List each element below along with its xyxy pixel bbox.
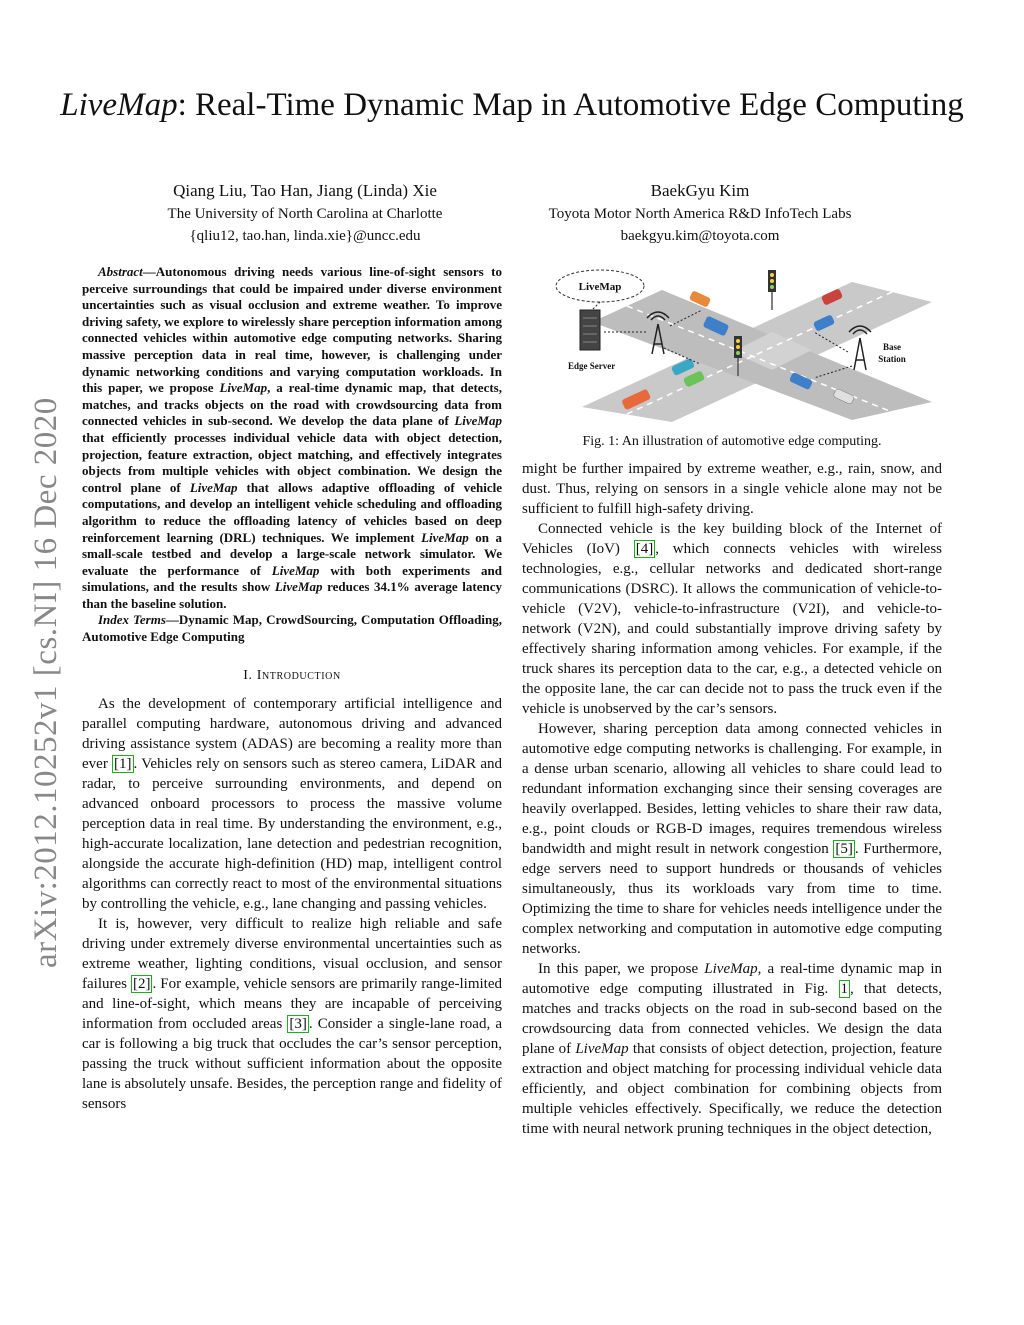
text: , that detects, matches and tracks objects on the road in sub-second based on the crowdsourcing data from connected vehicles. We design the data plane of <box>522 981 943 1057</box>
text: . Consider a single-lane road, a car is following a big truck that occludes the car’s sensor perception, passing the truck without sufficient information about the opposite lane is absolutely unsafe. Besides, the perception range and fidelity of sensors <box>82 1015 502 1112</box>
author-affiliation: Toyota Motor North America R&D InfoTech Labs <box>548 206 852 222</box>
abstract-text: that allows adaptive offloading of vehicle computations, and develop an intelligent vehicle scheduling and offloading algorithm to reduce the offloading latency of vehicles based on deep reinforcement learning (DRL) techniques. We implement <box>82 479 502 545</box>
index-terms-text: —Dynamic Map, CrowdSourcing, Computation Offloading, Automotive Edge Computing <box>82 612 502 645</box>
figure-link[interactable]: 1 <box>840 981 848 997</box>
abstract-text: that efficiently processes individual vehicle data with object detection, projection, feature extraction, object matching, and effectively integrates objects from multiple vehicles with object combination. We design the control plane of <box>82 429 502 495</box>
index-terms <box>82 612 502 645</box>
author-email: {qliu12, tao.han, linda.xie}@uncc.edu <box>189 228 421 244</box>
abstract-livemap: LiveMap <box>271 562 320 578</box>
abstract-livemap: LiveMap <box>219 380 268 396</box>
text: Connected vehicle is the key building block of the Internet of Vehicles (IoV) <box>522 521 942 557</box>
abstract-text: with both experiments and simulations, and the results show <box>82 562 502 595</box>
figure-1 <box>552 262 942 426</box>
abstract-text: , a real-time dynamic map, that detects, matches, and tracks objects on the road with crowdsourcing data from connected vehicles in sub-second. We develop the data plane of <box>82 380 502 429</box>
abstract-livemap: LiveMap <box>274 579 323 595</box>
text: . For example, vehicle sensors are primarily range-limited and line-of-sight, which means they are incapable of perceiving information from occluded areas <box>82 975 502 1032</box>
abstract-livemap: LiveMap <box>421 529 469 545</box>
text: In this paper, we propose <box>538 961 705 977</box>
paragraph <box>522 459 942 519</box>
livemap-italic: LiveMap <box>704 961 758 977</box>
paragraph <box>82 914 502 1114</box>
paragraph <box>82 694 502 914</box>
citation-link[interactable]: [2] <box>132 975 151 992</box>
caption-label: Fig. 1: <box>582 434 620 449</box>
abstract-text: reduces 34.1% average latency than the baseline solution. <box>82 579 502 611</box>
title-rest: : Real-Time Dynamic Map in Automotive Edge Computing <box>177 87 964 123</box>
right-column <box>522 459 942 1139</box>
citation-link[interactable]: [4] <box>635 541 654 557</box>
arxiv-stamp-text: arXiv:2012.10252v1 [cs.NI] 16 Dec 2020 <box>28 397 64 968</box>
abstract <box>82 264 502 612</box>
author-block-unc <box>130 179 480 247</box>
abstract-dash: — <box>142 264 156 279</box>
text: However, sharing perception data among connected vehicles in automotive edge computing networks is challenging. For example, in a dense urban scenario, allowing all vehicles to share could lead to redundant information exchanging since their sensing coverages are heavily overlapped. Besides, letting vehicles to share their raw data, e.g., point clouds or RGB-D images, requires tremendous wireless bandwidth and might result in network congestion <box>522 721 942 857</box>
figure-1-caption <box>528 434 936 450</box>
base-station-label: Base <box>883 342 901 352</box>
section-number: I. <box>243 667 253 683</box>
figure-1-illustration <box>552 262 942 426</box>
abstract-label: Abstract <box>98 264 143 279</box>
text: , which connects vehicles with wireless technologies, e.g., cellular networks and dedicated short-range communications (DSRC). It allows the communication of vehicle-to-vehicle (V2V), vehicle-to-infrastructure (V2I), and vehicle-to-network (V2N), and could substantially improve driving safety by effectively sharing information among vehicles. For example, if the truck shares its perception data to the car, e.g., a detected vehicle on the opposite lane, the car can decide not to pass the truck even if the vehicle is unobserved by the car’s sensors. <box>522 541 942 717</box>
abstract-livemap: LiveMap <box>454 413 502 429</box>
author-email: baekgyu.kim@toyota.com <box>620 228 780 244</box>
section-heading-introduction <box>82 668 502 684</box>
livemap-italic: LiveMap <box>575 1041 629 1057</box>
paragraph <box>522 959 942 1139</box>
text: , a real-time dynamic map in automotive edge computing illustrated in Fig. <box>522 961 942 997</box>
text: that consists of object detection, projection, feature extraction and object matching for processing individual vehicle data efficiently, and object combination for combining objects from multiple vehicles effectively. Specifically, we reduce the detection time with neural network pruning techniques in the object detection, <box>522 1041 942 1137</box>
edge-server-label: Edge Server <box>568 361 616 371</box>
citation-link[interactable]: [5] <box>835 841 853 857</box>
text: . Vehicles rely on sensors such as stereo camera, LiDAR and radar, to perceive surrounding environments, and depend on advanced onboard processors to process the massive volume perception data in real time. By understanding the environment, e.g., high-accurate localization, lane detection and pedestrian recognition, alongside the accurate high-definition (HD) map, intelligent control algorithms can correctly react to most of the environmental situations by controlling the vehicle, e.g., lane changing and passing vehicles. <box>82 755 502 912</box>
index-terms-label: Index Terms <box>98 612 166 628</box>
edge-server-icon <box>580 310 600 350</box>
intro-text-left <box>82 694 502 1114</box>
text: might be further impaired by extreme weather, e.g., rain, snow, and dust. Thus, relying on sensors in a single vehicle alone may not be sufficient to fulfill high-safety driving. <box>522 461 942 517</box>
author-affiliation: The University of North Carolina at Charlotte <box>167 206 443 222</box>
author-names: BaekGyu Kim <box>650 181 750 200</box>
cloud-label: LiveMap <box>578 281 622 293</box>
author-names: Qiang Liu, Tao Han, Jiang (Linda) Xie <box>173 181 437 200</box>
abstract-text: on a small-scale testbed and develop a large-scale network simulator. We evaluate the performance of <box>82 529 502 578</box>
base-station-label: Station <box>878 354 906 364</box>
abstract-text: Autonomous driving needs various line-of-sight sensors to perceive surroundings that could be impaired under diverse environment uncertainties such as visual occlusion and extreme weather. To improve driving safety, we explore to wirelessly share perception information among connected vehicles within automotive edge computing networks. Sharing massive perception data in real time, however, is challenging under dynamic networking conditions and varying computation workloads. In this paper, we propose <box>82 264 502 396</box>
citation-link[interactable]: [1] <box>114 755 132 772</box>
paper-title <box>60 84 964 126</box>
caption-text: An illustration of automotive edge computing. <box>621 434 882 449</box>
paragraph <box>522 519 942 719</box>
text: . Furthermore, edge servers need to support hundreds or thousands of vehicles simultaneously, thus its workloads vary from time to time. Optimizing the time to share for vehicles needs intelligence under the complex networking and computation in automotive edge computing networks. <box>522 841 942 957</box>
left-column <box>82 264 502 1114</box>
title-livemap: LiveMap <box>60 87 178 123</box>
text: It is, however, very difficult to realize high reliable and safe driving under extremely diverse environmental uncertainties such as extreme weather, lighting conditions, visual occlusion, and sensor failures <box>82 915 502 992</box>
author-block-toyota <box>510 179 890 247</box>
text: As the development of contemporary artificial intelligence and parallel computing hardware, autonomous driving and advanced driving assistance system (ADAS) are becoming a reality more than ever <box>82 695 502 772</box>
paragraph <box>522 719 942 959</box>
citation-link[interactable]: [3] <box>289 1015 307 1032</box>
abstract-livemap: LiveMap <box>189 479 238 495</box>
section-title: Introduction <box>256 667 341 683</box>
